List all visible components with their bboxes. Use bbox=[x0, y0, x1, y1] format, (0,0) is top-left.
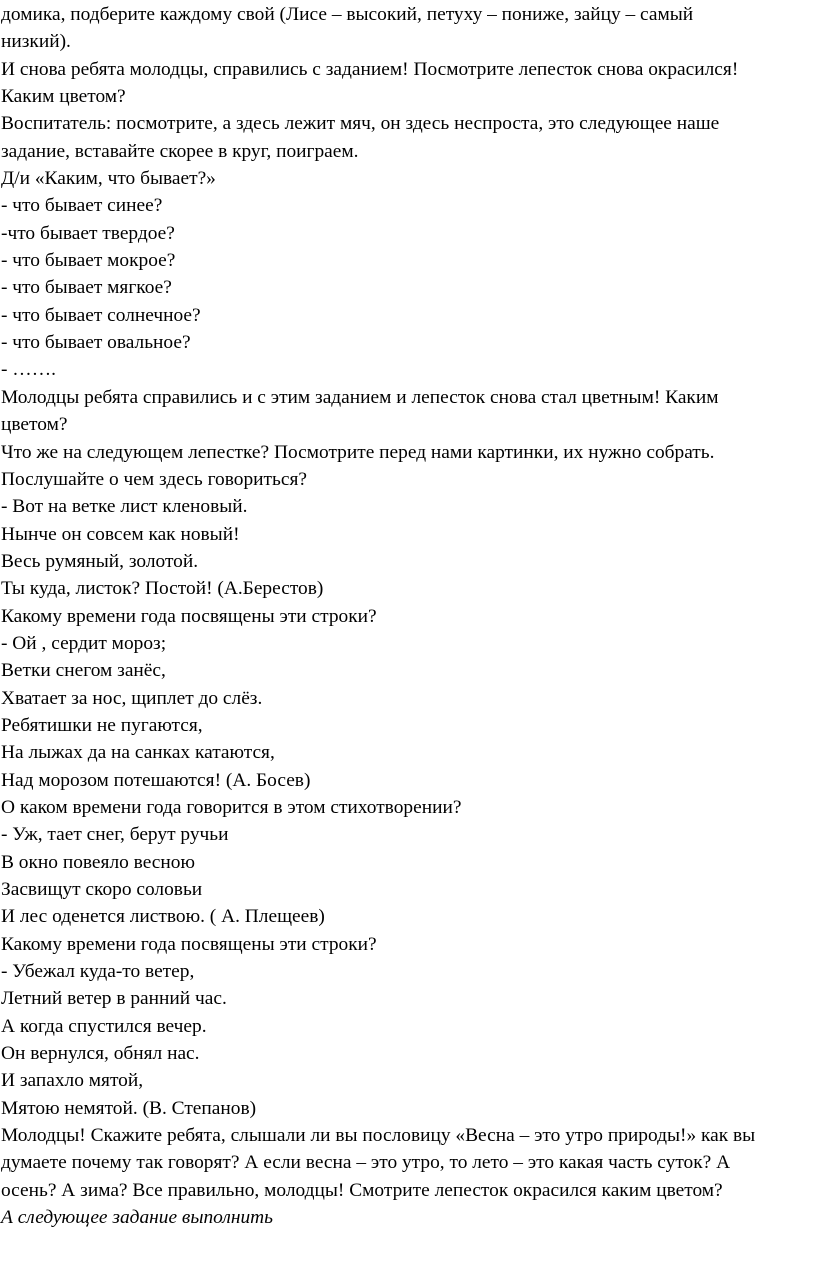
poem-line: - Ой , сердит мороз; bbox=[1, 632, 167, 654]
text-line: И снова ребята молодцы, справились с заданием! Посмотрите лепесток снова окрасился! bbox=[1, 58, 739, 80]
question-line: - ……. bbox=[1, 359, 56, 381]
text-line: Что же на следующем лепестке? Посмотрите перед нами картинки, их нужно собрать. bbox=[1, 441, 715, 463]
poem-line: И лес оденется листвою. ( А. Плещеев) bbox=[1, 906, 325, 928]
text-line: О каком времени года говорится в этом стихотворении? bbox=[1, 796, 462, 818]
question-line: -что бывает твердое? bbox=[1, 222, 175, 244]
poem-line: Весь румяный, золотой. bbox=[1, 550, 199, 572]
poem-line: Ты куда, листок? Постой! (А.Берестов) bbox=[1, 578, 324, 600]
question-line: - что бывает солнечное? bbox=[1, 304, 201, 326]
poem-line: А когда спустился вечер. bbox=[1, 1015, 207, 1037]
poem-line: Мятою немятой. (В. Степанов) bbox=[1, 1097, 257, 1119]
poem-line: - Уж, тает снег, берут ручьи bbox=[1, 824, 229, 846]
text-line: Какому времени года посвящены эти строки? bbox=[1, 933, 377, 955]
text-line: задание, вставайте скорее в круг, поиграем. bbox=[1, 140, 359, 162]
poem-line: Хватает за нос, щиплет до слёз. bbox=[1, 687, 263, 709]
poem-line: Над морозом потешаются! (А. Босев) bbox=[1, 769, 311, 791]
text-line: Молодцы ребята справились и с этим заданием и лепесток снова стал цветным! Каким bbox=[1, 386, 719, 408]
poem-line: Летний ветер в ранний час. bbox=[1, 988, 227, 1010]
poem-line: И запахло мятой, bbox=[1, 1070, 144, 1092]
text-line: осень? А зима? Все правильно, молодцы! Смотрите лепесток окрасился каким цветом? bbox=[1, 1179, 723, 1201]
question-line: - что бывает мягкое? bbox=[1, 277, 172, 299]
text-line: Молодцы! Скажите ребята, слышали ли вы пословицу «Весна – это утро природы!» как вы bbox=[1, 1125, 756, 1147]
poem-line: В окно повеяло весною bbox=[1, 851, 195, 873]
text-line: Послушайте о чем здесь говориться? bbox=[1, 468, 307, 490]
text-line: думаете почему так говорят? А если весна – это утро, то лето – это какая часть суток? А bbox=[1, 1152, 731, 1174]
game-title-line: Д/и «Каким, что бывает?» bbox=[1, 168, 216, 190]
text-line: цветом? bbox=[1, 414, 68, 436]
poem-line: - Вот на ветке лист кленовый. bbox=[1, 496, 248, 518]
poem-line: На лыжах да на санках катаются, bbox=[1, 742, 275, 764]
text-line: Каким цветом? bbox=[1, 86, 126, 108]
poem-line: Засвищут скоро соловьи bbox=[1, 879, 203, 900]
italic-task-line: А следующее задание выполнить bbox=[1, 1207, 273, 1229]
question-line: - что бывает синее? bbox=[1, 195, 163, 217]
question-line: - что бывает овальное? bbox=[1, 332, 191, 354]
poem-line: Ребятишки не пугаются, bbox=[1, 714, 203, 736]
poem-line: Нынче он совсем как новый! bbox=[1, 523, 240, 545]
text-line: Воспитатель: посмотрите, а здесь лежит мяч, он здесь неспроста, это следующее наше bbox=[1, 113, 720, 135]
text-line: Какому времени года посвящены эти строки? bbox=[1, 605, 377, 627]
question-line: - что бывает мокрое? bbox=[1, 250, 176, 272]
poem-line: Ветки снегом занёс, bbox=[1, 660, 166, 682]
text-line: домика, подберите каждому свой (Лисе – высокий, петуху – пониже, зайцу – самый bbox=[1, 4, 694, 25]
poem-line: Он вернулся, обнял нас. bbox=[1, 1043, 200, 1065]
poem-line: - Убежал куда-то ветер, bbox=[1, 961, 195, 983]
text-line: низкий). bbox=[1, 31, 71, 53]
